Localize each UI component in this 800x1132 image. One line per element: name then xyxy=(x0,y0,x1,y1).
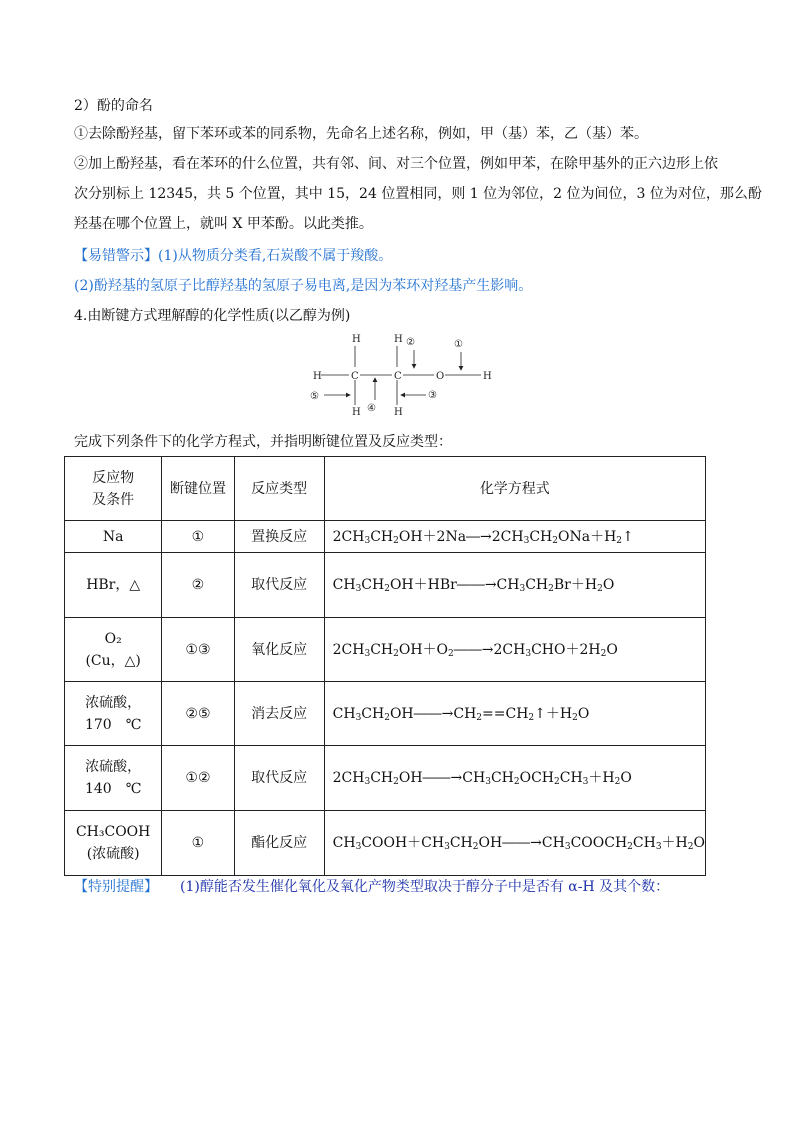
type-cell: 取代反应 xyxy=(234,746,324,811)
reactant-cell: O₂ (Cu，△) xyxy=(65,618,162,682)
paragraph-2c: 羟基在哪个位置上，就叫 X 甲苯酚。以此类推。 xyxy=(74,216,373,232)
atom-o: O xyxy=(436,371,445,382)
atom-c2: C xyxy=(394,371,402,382)
reactant-cell: HBr，△ xyxy=(65,553,162,618)
position-cell: ① xyxy=(162,811,234,876)
equation-cell: $2CH_3CH_2OH+O_2――\to 2CH_3CHO+2H_2O$ xyxy=(324,618,705,682)
atom-h-right: H xyxy=(483,371,492,382)
ethanol-bond-diagram xyxy=(300,330,520,420)
position-cell: ①③ xyxy=(162,618,234,682)
table-row xyxy=(65,521,706,553)
paragraph-1: ①去除酚羟基，留下苯环或苯的同系物，先命名上述名称，例如，甲（基）苯，乙（基）苯。 xyxy=(74,126,648,142)
table-row xyxy=(65,682,706,746)
special-tip xyxy=(74,877,669,897)
type-cell: 置换反应 xyxy=(234,521,324,553)
bond-label-5: ⑤ xyxy=(310,391,319,402)
equation-cell: $CH_3COOH+CH_3CH_2OH――\to CH_3COOCH_2CH_3+H_2O$ xyxy=(324,811,705,876)
warning-text-1: (1)从物质分类看,石炭酸不属于羧酸。 xyxy=(158,248,393,264)
bond-label-1: ① xyxy=(454,339,463,350)
atom-h-left: H xyxy=(313,371,322,382)
position-cell: ② xyxy=(162,553,234,618)
atom-h-bottom-1: H xyxy=(352,407,361,418)
equation-cell: $CH_3CH_2OH――\to CH_2==CH_2↑+H_2O$ xyxy=(324,682,705,746)
warning-line-1 xyxy=(74,246,734,266)
atom-c1: C xyxy=(351,371,359,382)
warning-tag: 【易错警示】 xyxy=(74,248,158,264)
reactant-cell: 浓硫酸， 170 ℃ xyxy=(65,682,162,746)
section-heading: 2）酚的命名 xyxy=(74,98,153,114)
type-cell: 氧化反应 xyxy=(234,618,324,682)
header-position: 断键位置 xyxy=(162,457,234,521)
table-header-row xyxy=(65,457,706,521)
equation-cell: $2CH_3CH_2OH――\to CH_3CH_2OCH_2CH_3+H_2O$ xyxy=(324,746,705,811)
reaction-table xyxy=(64,456,706,876)
reactant-cell: Na xyxy=(65,521,162,553)
type-cell: 酯化反应 xyxy=(234,811,324,876)
bond-label-3: ③ xyxy=(428,390,437,401)
position-cell: ①② xyxy=(162,746,234,811)
position-cell: ②⑤ xyxy=(162,682,234,746)
reactant-cell: 浓硫酸， 140 ℃ xyxy=(65,746,162,811)
table-intro: 完成下列条件下的化学方程式，并指明断键位置及反应类型： xyxy=(74,434,452,450)
type-cell: 消去反应 xyxy=(234,682,324,746)
equation-cell: $2CH_3CH_2OH+2Na―\to 2CH_3CH_2ONa+H_2↑$ xyxy=(324,521,705,553)
table-row xyxy=(65,553,706,618)
atom-h-bottom-2: H xyxy=(394,407,403,418)
paragraph-2a: ②加上酚羟基，看在苯环的什么位置，共有邻、间、对三个位置，例如甲苯，在除甲基外的正六边形上依 xyxy=(74,156,718,172)
header-reactant: 反应物 及条件 xyxy=(65,457,162,521)
type-cell: 取代反应 xyxy=(234,553,324,618)
header-equation: 化学方程式 xyxy=(324,457,705,521)
warning-text-2: (2)酚羟基的氢原子比醇羟基的氢原子易电离,是因为苯环对羟基产生影响。 xyxy=(74,278,533,294)
tip-tag: 【特别提醒】 xyxy=(74,879,158,895)
equation-cell: $CH_3CH_2OH+HBr――\to CH_3CH_2Br+H_2O$ xyxy=(324,553,705,618)
position-cell: ① xyxy=(162,521,234,553)
table-row xyxy=(65,618,706,682)
atom-h-top-1: H xyxy=(352,334,361,345)
bond-label-4: ④ xyxy=(367,403,376,414)
heading-4: 4.由断键方式理解醇的化学性质(以乙醇为例) xyxy=(74,308,351,324)
atom-h-top-2: H xyxy=(394,334,403,345)
paragraph-2b: 次分别标上 12345，共 5 个位置，其中 15，24 位置相同，则 1 位为邻位，2 位为间位，3 位为对位，那么酚 xyxy=(74,186,762,202)
table-row xyxy=(65,746,706,811)
header-type: 反应类型 xyxy=(234,457,324,521)
tip-text: (1)醇能否发生催化氧化及氧化产物类型取决于醇分子中是否有 α-H 及其个数： xyxy=(180,879,670,895)
reactant-cell: CH₃COOH (浓硫酸) xyxy=(65,811,162,876)
bond-label-2: ② xyxy=(406,337,415,348)
table-row xyxy=(65,811,706,876)
